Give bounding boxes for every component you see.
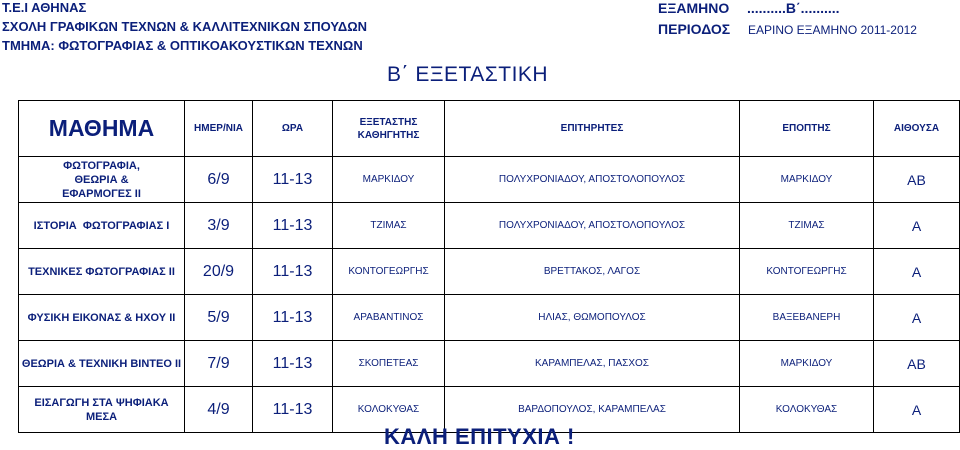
exam-date: 6/9 (185, 157, 253, 203)
invigilators: ΗΛΙΑΣ, ΘΩΜΟΠΟΥΛΟΣ (445, 295, 740, 341)
supervisor: ΚΟΝΤΟΓΕΩΡΓΗΣ (740, 249, 874, 295)
examiner: ΣΚΟΠΕΤΕΑΣ (333, 341, 445, 387)
footer-message: ΚΑΛΗ ΕΠΙΤΥΧΙΑ ! (384, 424, 575, 449)
invigilators: ΒΡΕΤΤΑΚΟΣ, ΛΑΓΟΣ (445, 249, 740, 295)
period-value: ΕΑΡΙΝΟ ΕΞΑΜΗΝΟ 2011-2012 (748, 23, 917, 37)
table-row (19, 295, 960, 341)
supervisor: ΜΑΡΚΙΔΟΥ (740, 157, 874, 203)
room: ΑΒ (874, 341, 960, 387)
course-name: ΙΣΤΟΡΙΑ ΦΩΤΟΓΡΑΦΙΑΣ Ι (19, 203, 185, 249)
course-name: ΦΩΤΟΓΡΑΦΙΑ, ΘΕΩΡΙΑ & ΕΦΑΡΜΟΓΕΣ ΙΙ (19, 157, 185, 203)
invigilators: ΒΑΡΔΟΠΟΥΛΟΣ, ΚΑΡΑΜΠΕΛΑΣ (445, 387, 740, 433)
room: Α (874, 203, 960, 249)
room: Α (874, 295, 960, 341)
supervisor: ΒΑΞΕΒΑΝΕΡΗ (740, 295, 874, 341)
exam-date: 20/9 (185, 249, 253, 295)
course-name: ΦΥΣΙΚΗ ΕΙΚΟΝΑΣ & ΗΧΟΥ ΙΙ (19, 295, 185, 341)
exam-time: 11-13 (253, 249, 333, 295)
table-row (19, 249, 960, 295)
room: Α (874, 387, 960, 433)
department-name: ΤΜΗΜΑ: ΦΩΤΟΓΡΑΦΙΑΣ & ΟΠΤΙΚΟΑΚΟΥΣΤΙΚΩΝ ΤΕΧΝΩΝ (2, 38, 363, 53)
table-header-row (19, 101, 960, 157)
course-name: ΘΕΩΡΙΑ & ΤΕΧΝΙΚΗ ΒΙΝΤΕΟ ΙΙ (19, 341, 185, 387)
period-label: ΠΕΡΙΟΔΟΣ (658, 21, 731, 37)
examiner: ΚΟΛΟΚΥΘΑΣ (333, 387, 445, 433)
examiner: ΤΖΙΜΑΣ (333, 203, 445, 249)
exam-time: 11-13 (253, 203, 333, 249)
table-row (19, 203, 960, 249)
examiner: ΑΡΑΒΑΝΤΙΝΟΣ (333, 295, 445, 341)
supervisor: ΜΑΡΚΙΔΟΥ (740, 341, 874, 387)
exam-time: 11-13 (253, 295, 333, 341)
course-name: ΕΙΣΑΓΩΓΗ ΣΤΑ ΨΗΦΙΑΚΑ ΜΕΣΑ (19, 387, 185, 433)
exam-date: 7/9 (185, 341, 253, 387)
institution-name: Τ.Ε.Ι ΑΘΗΝΑΣ (2, 0, 87, 15)
page-title: Β΄ ΕΞΕΤΑΣΤΙΚΗ (387, 63, 549, 86)
invigilators: ΠΟΛΥΧΡΟΝΙΑΔΟΥ, ΑΠΟΣΤΟΛΟΠΟΥΛΟΣ (445, 203, 740, 249)
examiner: ΜΑΡΚΙΔΟΥ (333, 157, 445, 203)
exam-time: 11-13 (253, 341, 333, 387)
column-header-date: ΗΜΕΡ/ΝΙΑ (185, 101, 253, 157)
supervisor: ΤΖΙΜΑΣ (740, 203, 874, 249)
column-header-examiner: ΕΞΕΤΑΣΤΗΣ ΚΑΘΗΓΗΤΗΣ (333, 101, 445, 157)
column-header-room: ΑΙΘΟΥΣΑ (874, 101, 960, 157)
room: Α (874, 249, 960, 295)
column-header-supervisor: ΕΠΟΠΤΗΣ (740, 101, 874, 157)
semester-label: ΕΞΑΜΗΝΟ (658, 0, 730, 16)
column-header-time: ΩΡΑ (253, 101, 333, 157)
exam-time: 11-13 (253, 157, 333, 203)
table-row (19, 341, 960, 387)
invigilators: ΠΟΛΥΧΡΟΝΙΑΔΟΥ, ΑΠΟΣΤΟΛΟΠΟΥΛΟΣ (445, 157, 740, 203)
exam-date: 3/9 (185, 203, 253, 249)
semester-value: ..........Β΄.......... (747, 0, 840, 16)
table-row (19, 157, 960, 203)
examiner: ΚΟΝΤΟΓΕΩΡΓΗΣ (333, 249, 445, 295)
supervisor: ΚΟΛΟΚΥΘΑΣ (740, 387, 874, 433)
column-header-course: ΜΑΘΗΜΑ (19, 101, 185, 157)
invigilators: ΚΑΡΑΜΠΕΛΑΣ, ΠΑΣΧΟΣ (445, 341, 740, 387)
column-header-invigilators: ΕΠΙΤΗΡΗΤΕΣ (445, 101, 740, 157)
exam-date: 4/9 (185, 387, 253, 433)
exam-schedule-table (18, 100, 960, 433)
exam-date: 5/9 (185, 295, 253, 341)
exam-time: 11-13 (253, 387, 333, 433)
school-name: ΣΧΟΛΗ ΓΡΑΦΙΚΩΝ ΤΕΧΝΩΝ & ΚΑΛΛΙΤΕΧΝΙΚΩΝ ΣΠΟΥΔΩΝ (2, 19, 368, 34)
room: ΑΒ (874, 157, 960, 203)
course-name: ΤΕΧΝΙΚΕΣ ΦΩΤΟΓΡΑΦΙΑΣ ΙΙ (19, 249, 185, 295)
